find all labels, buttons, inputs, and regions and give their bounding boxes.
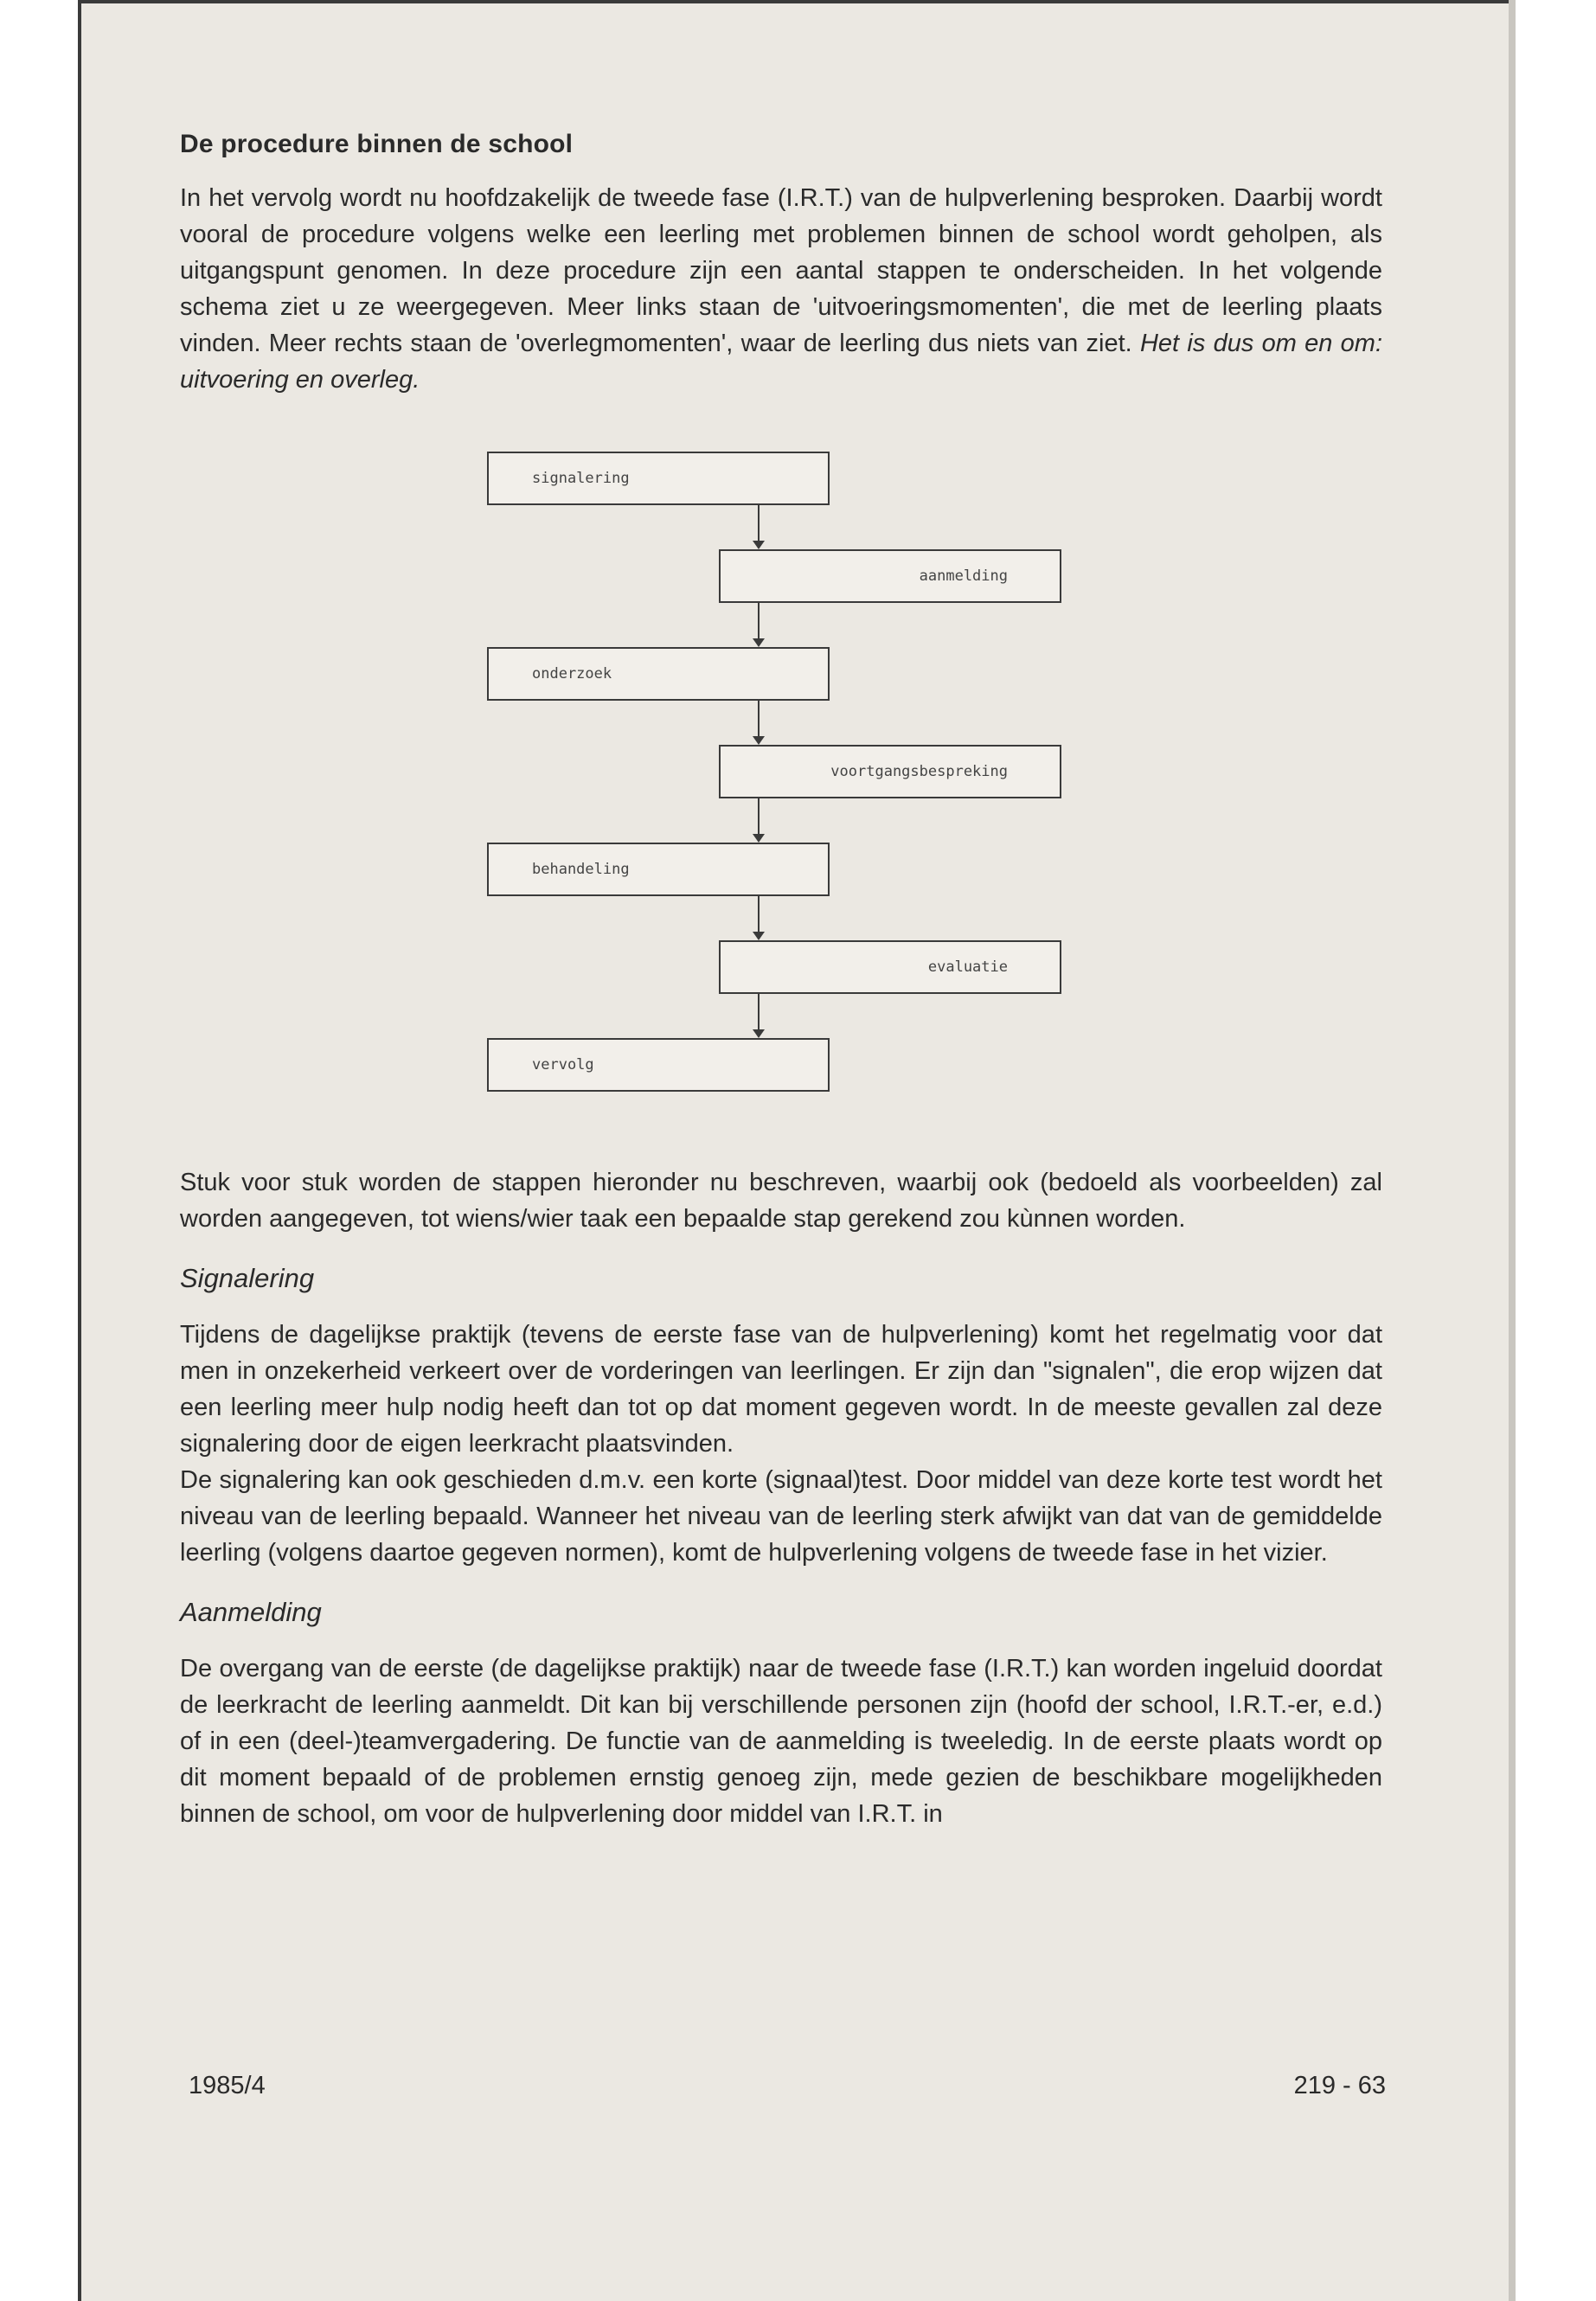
intro-text: In het vervolg wordt nu hoofdzakelijk de tweede fase (I.R.T.) van de hulpverlening besproken. Daarbij wordt vooral de procedure volgens welke een leerling met problemen binnen de school wordt geholpen, als uitgangspunt genomen. In deze procedure zijn een aantal stappen te onderscheiden. In het volgende schema ziet u ze weergegeven. Meer links staan de 'uitvoeringsmomenten', die met de leerling plaats vinden. Meer rechts staan de 'overlegmomenten', waar de leerling dus niets van ziet. <box>180 184 1382 357</box>
flow-step-onderzoek: onderzoek <box>487 647 830 701</box>
flow-step-vervolg: vervolg <box>487 1038 830 1092</box>
flow-step-evaluatie: evaluatie <box>719 940 1061 994</box>
flow-connector <box>758 798 760 834</box>
sheet-edge <box>1509 0 1516 2301</box>
flow-step-aanmelding: aanmelding <box>719 549 1061 603</box>
section-heading: De procedure binnen de school <box>180 130 574 158</box>
steps-intro-paragraph: Stuk voor stuk worden de stappen hieronder nu beschreven, waarbij ook (bedoeld als voorbeelden) zal worden aangegeven, tot wiens/wier taak een bepaalde stap gerekend zou kùnnen worden. <box>180 1169 1382 1233</box>
aanmelding-paragraph-1: De overgang van de eerste (de dagelijkse praktijk) naar de tweede fase (I.R.T.) kan worden ingeluid doordat de leerkracht de leerling aanmeldt. Dit kan bij verschillende personen zijn (hoofd der school, I.R.T.-er, e.d.) of in een (deel-)teamvergadering. De functie van de aanmelding is tweeledig. In de eerste plaats wordt op dit moment bepaald of de problemen ernstig genoeg zijn, mede gezien de beschikbare mogelijkheden binnen de school, om voor de hulpverlening door middel van I.R.T. in <box>180 1655 1382 1828</box>
flow-connector <box>758 994 760 1029</box>
flow-arrow-icon <box>753 1029 765 1038</box>
page-footer <box>189 2072 1386 2100</box>
flow-arrow-icon <box>753 834 765 843</box>
flow-step-signalering: signalering <box>487 452 830 505</box>
flow-step-behandeling: behandeling <box>487 843 830 896</box>
issue-number: 1985/4 <box>189 2072 266 2099</box>
flow-arrow-icon <box>753 932 765 940</box>
flow-connector <box>758 701 760 736</box>
flow-arrow-icon <box>753 736 765 745</box>
signalering-paragraph-2: De signalering kan ook geschieden d.m.v. een korte (signaal)test. Door middel van deze korte test wordt het niveau van de leerling bepaald. Wanneer het niveau van de leerling sterk afwijkt van dat van de gemiddelde leerling (volgens daartoe gegeven normen), komt de hulpverlening volgens de tweede fase in het vizier. <box>180 1466 1382 1567</box>
page-content <box>180 130 1382 1832</box>
flow-connector <box>758 603 760 638</box>
flow-connector <box>758 896 760 932</box>
section-title-aanmelding: Aanmelding <box>180 1597 322 1627</box>
intro-paragraph <box>180 180 1382 398</box>
procedure-flowchart <box>487 452 1093 1118</box>
intro-emphasis: Het is dus om en om: uitvoering en overleg. <box>180 330 1382 394</box>
page-number: 219 - 63 <box>1293 2072 1386 2099</box>
section-title-signalering: Signalering <box>180 1263 315 1293</box>
flow-step-voortgangsbespreking: voortgangsbespreking <box>719 745 1061 798</box>
signalering-paragraph-1: Tijdens de dagelijkse praktijk (tevens de eerste fase van de hulpverlening) komt het regelmatig voor dat men in onzekerheid verkeert over de vorderingen van leerlingen. Er zijn dan "signalen", die erop wijzen dat een leerling meer hulp nodig heeft dan tot op dat moment gegeven wordt. In de meeste gevallen zal deze signalering door de eigen leerkracht plaatsvinden. <box>180 1321 1382 1458</box>
flow-connector <box>758 505 760 541</box>
flow-arrow-icon <box>753 638 765 647</box>
flow-arrow-icon <box>753 541 765 549</box>
